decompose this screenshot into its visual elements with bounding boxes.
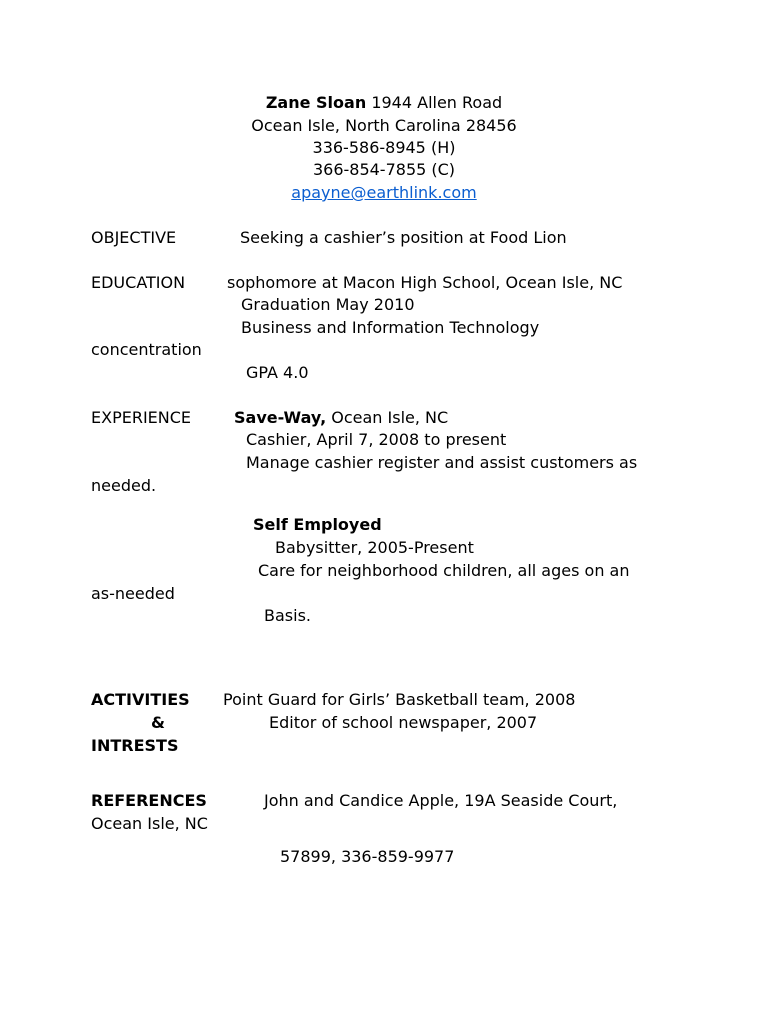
- city-state-zip: Ocean Isle, North Carolina 28456: [251, 116, 517, 135]
- applicant-name: Zane Sloan: [265, 93, 367, 112]
- job-saveway-duties-wrap: needed.: [91, 476, 157, 495]
- job-location: Ocean Isle, NC: [331, 408, 449, 427]
- job-employer: Save-Way,: [234, 408, 327, 427]
- street-address: 1944 Allen Road: [371, 93, 503, 112]
- job-saveway-title: Cashier, April 7, 2008 to present: [246, 430, 507, 449]
- reference-name-address: John and Candice Apple, 19A Seaside Court,: [264, 791, 618, 810]
- education-concentration-wrap: concentration: [91, 340, 202, 359]
- header-name-line: [0, 92, 768, 114]
- job-saveway-heading: [234, 407, 448, 429]
- references-label: REFERENCES: [91, 791, 207, 810]
- job-babysitter-title: Babysitter, 2005-Present: [275, 538, 474, 557]
- job-saveway-duties: Manage cashier register and assist customers as: [246, 453, 638, 472]
- job-babysitter-duties-wrap: as-needed: [91, 584, 175, 603]
- reference-zip-phone: 57899, 336-859-9977: [280, 847, 455, 866]
- education-school: sophomore at Macon High School, Ocean Isle, NC: [227, 273, 623, 292]
- education-graduation: Graduation May 2010: [241, 295, 415, 314]
- job-self-employed-heading: Self Employed: [253, 515, 382, 534]
- education-concentration-line: Business and Information Technology: [241, 318, 540, 337]
- job-babysitter-duties-end: Basis.: [264, 606, 311, 625]
- cell-phone: 366-854-7855 (C): [312, 160, 456, 179]
- activity-basketball: Point Guard for Girls’ Basketball team, 2008: [223, 690, 576, 709]
- objective-label: OBJECTIVE: [91, 228, 177, 247]
- education-gpa: GPA 4.0: [246, 363, 309, 382]
- activities-label: ACTIVITIES: [91, 690, 190, 709]
- job-babysitter-duties: Care for neighborhood children, all ages on an: [258, 561, 630, 580]
- experience-label: EXPERIENCE: [91, 408, 192, 427]
- activity-newspaper: Editor of school newspaper, 2007: [269, 713, 538, 732]
- objective-text: Seeking a cashier’s position at Food Lion: [240, 228, 567, 247]
- interests-label: INTRESTS: [91, 736, 179, 755]
- reference-city: Ocean Isle, NC: [91, 814, 208, 833]
- email-line: [0, 182, 768, 204]
- email-link[interactable]: apayne@earthlink.com: [291, 183, 477, 202]
- home-phone: 336-586-8945 (H): [312, 138, 456, 157]
- activities-ampersand: &: [151, 713, 165, 732]
- education-label: EDUCATION: [91, 273, 186, 292]
